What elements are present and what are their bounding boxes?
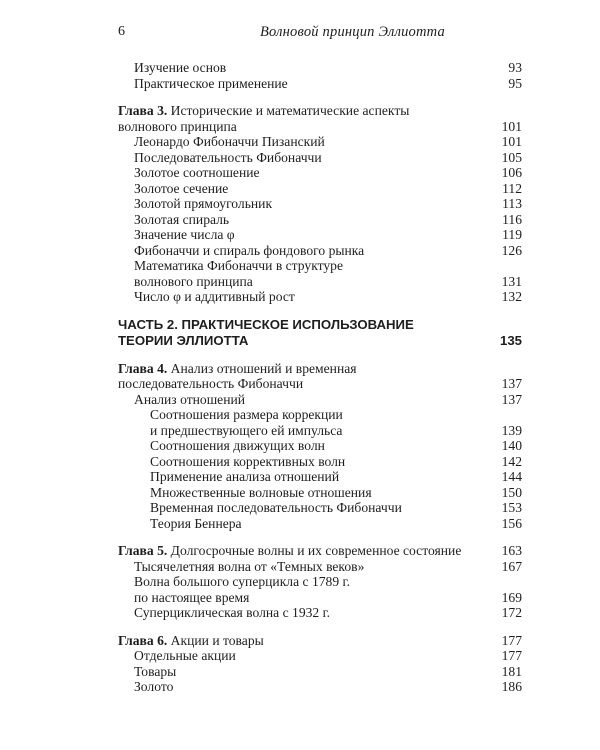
toc-page-number: 153 [501, 500, 522, 515]
toc-entry-title-line: и предшествующего ей импульса [150, 422, 343, 438]
chapter-label: Глава 3. [118, 103, 168, 118]
toc-page-number: 140 [501, 438, 522, 453]
toc-entry-title-line: Математика Фибоначчи в структуре [134, 258, 344, 273]
toc-page-number: 137 [501, 376, 522, 391]
toc-page-number: 167 [501, 558, 522, 574]
toc-entry-title-line: Волна большого суперцикла с 1789 г. [134, 574, 350, 589]
toc-page-number: 112 [502, 180, 522, 196]
toc-entry-title-line: Временная последовательность Фибоначчи [150, 500, 402, 515]
toc-entry [118, 574, 522, 605]
toc-entry-title-line: Золотое сечение [134, 180, 229, 196]
toc-page-number: 156 [501, 515, 522, 531]
toc-entry-title-line: Золотой прямоугольник [134, 196, 273, 211]
toc-entry [118, 60, 522, 76]
toc-entry [118, 407, 522, 438]
toc-chapter-entry [118, 361, 522, 392]
toc-entry-title-line: Соотношения размера коррекции [150, 407, 343, 422]
toc-entry [118, 454, 522, 470]
toc-entry-title-line: Глава 5. Долгосрочные волны и их современное состояние [118, 543, 462, 558]
toc-page-number: 119 [502, 227, 522, 242]
toc-entry-title-line: Соотношения движущих волн [150, 438, 325, 453]
toc-entry-title-line: Золотая спираль [134, 211, 230, 227]
toc-page-number: 150 [501, 484, 522, 500]
toc-entry-title-line: Практическое применение [134, 75, 288, 91]
toc-entry-title-line: Число φ и аддитивный рост [134, 289, 295, 304]
toc-page-number: 144 [501, 469, 522, 484]
toc-entry-title-line: Соотношения коррективных волн [150, 453, 346, 469]
toc-part-entry [118, 317, 522, 349]
toc-entry-title-line: Товары [134, 663, 177, 679]
toc-page-number: 181 [501, 663, 522, 679]
toc-chapter-entry [118, 633, 522, 649]
toc-entry-title-line: Анализ отношений [134, 391, 246, 407]
toc-entry [118, 605, 522, 621]
toc-entry-title-line: волнового принципа [118, 118, 237, 134]
toc-entry-title-line: Глава 6. Акции и товары [118, 632, 264, 648]
toc-entry-title-line: Леонардо Фибоначчи Пизанский [134, 134, 325, 149]
toc-entry [118, 165, 522, 181]
toc-entry [118, 258, 522, 289]
toc-entry-title-line: Теория Беннера [150, 515, 242, 531]
toc-entry [118, 679, 522, 695]
toc-page-number: 169 [501, 589, 522, 605]
table-of-contents [118, 60, 522, 695]
toc-chapter-entry [118, 543, 522, 559]
toc-page-number: 95 [508, 75, 522, 91]
toc-entry-title-line: Множественные волновые отношения [150, 484, 372, 500]
toc-page-number: 116 [502, 211, 522, 227]
toc-entry-title-line: Значение числа φ [134, 227, 235, 242]
toc-entry-title-line: волнового принципа [134, 273, 253, 289]
toc-entry [118, 76, 522, 92]
toc-page-number: 186 [501, 679, 522, 694]
toc-page-number: 135 [499, 332, 522, 348]
toc-page-number: 101 [501, 134, 522, 149]
running-title: Волновой принцип Эллиотта [260, 24, 445, 40]
toc-entry-title-line: последовательность Фибоначчи [118, 376, 304, 391]
toc-page-number: 113 [502, 196, 522, 211]
toc-entry-title-line: Суперциклическая волна с 1932 г. [134, 605, 331, 620]
toc-entry-title-line: Применение анализа отношений [150, 469, 340, 484]
toc-entry-title-line: Золотое соотношение [134, 165, 260, 180]
toc-entry [118, 392, 522, 408]
toc-entry [118, 134, 522, 150]
toc-entry-title-line: Золото [134, 679, 174, 694]
toc-entry [118, 150, 522, 166]
toc-entry [118, 559, 522, 575]
toc-page-number: 106 [501, 165, 522, 180]
toc-entry [118, 438, 522, 454]
toc-page-number: 131 [501, 273, 522, 289]
chapter-label: Глава 4. [118, 360, 168, 376]
toc-entry [118, 181, 522, 197]
toc-page-number: 105 [501, 149, 522, 165]
toc-page-number: 177 [501, 632, 522, 648]
toc-page-number: 172 [501, 605, 522, 620]
toc-entry-title-line: Последовательность Фибоначчи [134, 149, 322, 165]
toc-entry [118, 516, 522, 532]
toc-entry [118, 212, 522, 228]
toc-entry-title-line: по настоящее время [134, 589, 250, 605]
toc-entry-title-line: Глава 4. Анализ отношений и временная [118, 360, 357, 376]
toc-page-number: 137 [501, 391, 522, 407]
toc-entry-title-line: Глава 3. Исторические и математические аспекты [118, 103, 410, 118]
toc-entry [118, 664, 522, 680]
toc-page-number: 142 [501, 453, 522, 469]
toc-page-number: 126 [501, 242, 522, 258]
toc-page-number: 177 [501, 648, 522, 663]
toc-entry [118, 648, 522, 664]
toc-page-number: 132 [501, 289, 522, 304]
toc-entry [118, 469, 522, 485]
page-number: 6 [118, 24, 125, 39]
toc-page-number: 139 [501, 422, 522, 438]
toc-entry [118, 196, 522, 212]
toc-entry-title-line: Изучение основ [134, 60, 227, 75]
toc-entry [118, 243, 522, 259]
toc-chapter-entry [118, 103, 522, 134]
toc-entry-title-line: Тысячелетняя волна от «Темных веков» [134, 558, 365, 574]
toc-entry-title-line: Отдельные акции [134, 648, 236, 663]
toc-page-number: 101 [501, 118, 522, 134]
toc-entry-title-line: Фибоначчи и спираль фондового рынка [134, 242, 365, 258]
toc-entry [118, 485, 522, 501]
toc-page-number: 163 [501, 543, 522, 558]
toc-entry [118, 500, 522, 516]
chapter-label: Глава 6. [118, 632, 168, 648]
toc-entry [118, 289, 522, 305]
toc-entry [118, 227, 522, 243]
chapter-label: Глава 5. [118, 543, 168, 558]
toc-entry-title-line: ЧАСТЬ 2. ПРАКТИЧЕСКОЕ ИСПОЛЬЗОВАНИЕ [118, 316, 414, 332]
toc-entry-title-line: ТЕОРИИ ЭЛЛИОТТА [118, 332, 249, 348]
toc-page-number: 93 [508, 60, 522, 75]
